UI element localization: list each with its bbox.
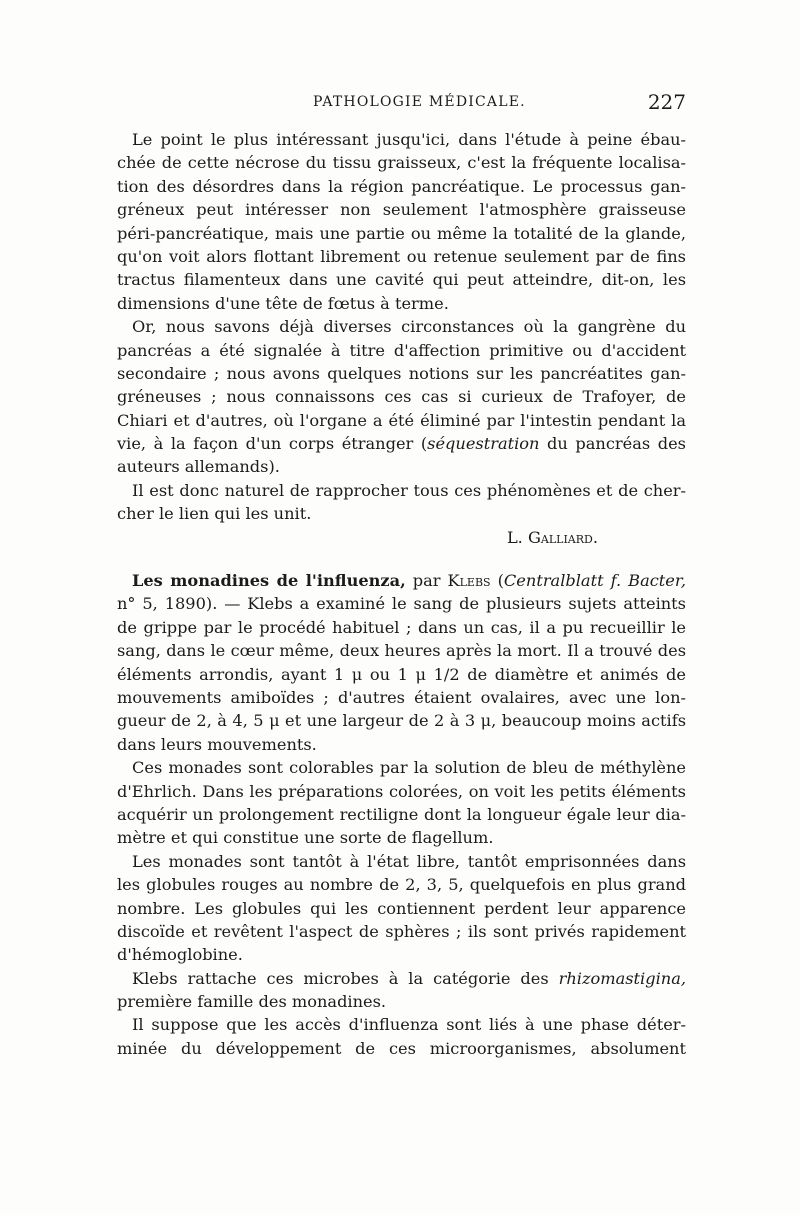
article-title: Les monadines de l'influenza, (132, 571, 406, 591)
text-line: d'Ehrlich. Dans les préparations colorées, on voit les petits éléments (117, 781, 686, 801)
page-header (117, 90, 686, 120)
text-line: discoïde et revêtent l'aspect de sphères ; ils sont privés rapidement (117, 921, 686, 941)
text-line: pancréas a été signalée à titre d'affection primitive ou d'accident (117, 340, 686, 360)
text-line: de grippe par le procédé habituel ; dans un cas, il a pu recueillir le (117, 617, 686, 637)
text-line: tion des désordres dans la région pancréatique. Le processus gan- (117, 176, 686, 196)
text-line: cher le lien qui les unit. (117, 504, 312, 524)
article-heading-line (117, 569, 686, 592)
text-line: sang, dans le cœur même, deux heures après la mort. Il a trouvé des (117, 641, 686, 661)
text-line: gréneux peut intéresser non seulement l'atmosphère graisseuse (117, 200, 686, 220)
text-segment: du pancréas des (539, 434, 686, 454)
text-segment: ( (490, 571, 504, 591)
text-line: nombre. Les globules qui les contiennent perdent leur apparence (117, 898, 686, 918)
journal-citation: Centralblatt f. Bacter, (503, 571, 686, 591)
text-line: éléments arrondis, ayant 1 μ ou 1 μ 1/2 de diamètre et animés de (117, 664, 686, 684)
text-line: acquérir un prolongement rectiligne dont la longueur égale leur dia- (117, 804, 686, 824)
italic-term: séquestration (427, 434, 540, 454)
text-line (117, 432, 686, 455)
text-line: qu'on voit alors flottant librement ou retenue seulement par de fins (117, 246, 686, 266)
italic-term: rhizomastigina, (558, 968, 686, 988)
text-line: Il suppose que les accès d'influenza sont liés à une phase déter- (132, 1015, 686, 1035)
text-line: minée du développement de ces microorganismes, absolument (117, 1038, 686, 1058)
text-line: Les monades sont tantôt à l'état libre, tantôt emprisonnées dans (132, 851, 686, 871)
text-line: gréneuses ; nous connaissons ces cas si curieux de Trafoyer, de (117, 387, 686, 407)
text-line (117, 967, 686, 990)
running-title: PATHOLOGIE MÉDICALE. (313, 94, 526, 110)
text-line: secondaire ; nous avons quelques notions sur les pancréatites gan- (117, 363, 686, 383)
text-line: auteurs allemands). (117, 457, 280, 477)
text-segment: Klebs rattache ces microbes à la catégorie des (132, 968, 559, 988)
text-segment: vie, à la façon d'un corps étranger ( (117, 434, 428, 454)
text-line: dimensions d'une tête de fœtus à terme. (117, 293, 449, 313)
text-line: n° 5, 1890). — Klebs a examiné le sang de plusieurs sujets atteints (117, 594, 686, 614)
text-line: Il est donc naturel de rapprocher tous ces phénomènes et de cher- (132, 480, 686, 500)
text-line: dans leurs mouvements. (117, 734, 317, 754)
text-line: les globules rouges au nombre de 2, 3, 5, quelquefois en plus grand (117, 875, 686, 895)
text-segment: par (405, 571, 448, 591)
article-author: Klebs (447, 571, 491, 591)
text-line: Ces monades sont colorables par la solution de bleu de méthylène (132, 758, 686, 778)
text-line: mètre et qui constitue une sorte de flagellum. (117, 828, 494, 848)
page-number: 227 (647, 90, 686, 114)
page-body (117, 128, 686, 1060)
text-line: mouvements amiboïdes ; d'autres étaient ovalaires, avec une lon- (117, 687, 686, 707)
text-line: Le point le plus intéressant jusqu'ici, dans l'étude à peine ébau- (132, 130, 686, 149)
text-line: chée de cette nécrose du tissu graisseux, c'est la fréquente localisa- (117, 153, 686, 173)
text-line: gueur de 2, à 4, 5 μ et une largeur de 2 à 3 μ, beaucoup moins actifs (117, 711, 686, 731)
text-line: tractus filamenteux dans une cavité qui peut atteindre, dit-on, les (117, 270, 686, 290)
text-line: Or, nous savons déjà diverses circonstances où la gangrène du (132, 317, 686, 337)
author-signature: L. Galliard. (506, 527, 598, 547)
section-gap (117, 549, 686, 569)
text-line: péri-pancréatique, mais une partie ou même la totalité de la glande, (117, 223, 686, 243)
text-line: d'hémoglobine. (117, 945, 243, 965)
text-line: Chiari et d'autres, où l'organe a été éliminé par l'intestin pendant la (117, 410, 686, 430)
text-line: première famille des monadines. (117, 992, 387, 1012)
